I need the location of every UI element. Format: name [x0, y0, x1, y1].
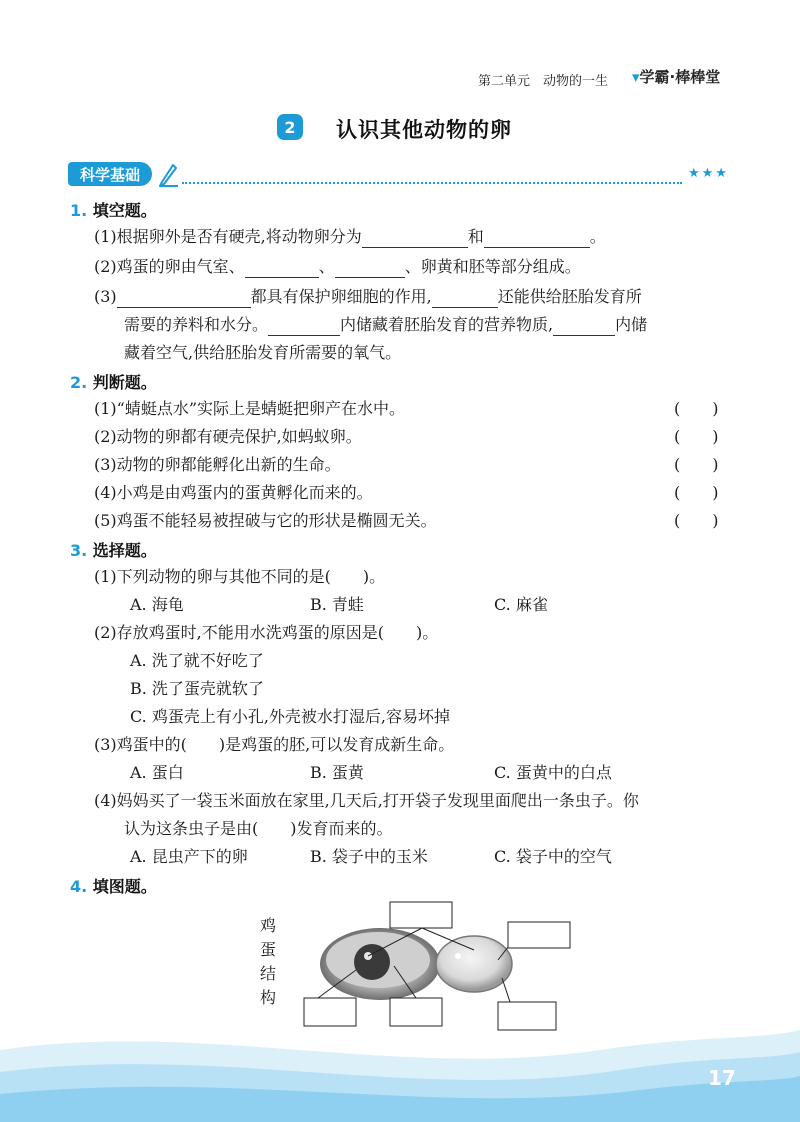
q2-item-2: (2)动物的卵都有硬壳保护,如蚂蚁卵。 [94, 427, 362, 446]
answer-blank[interactable] [268, 317, 340, 336]
q2-item-4: (4)小鸡是由鸡蛋内的蛋黄孵化而来的。 [94, 483, 373, 502]
text: 内储藏着胚胎发育的营养物质, [340, 315, 554, 334]
answer-blank[interactable] [245, 259, 319, 278]
text: 、 [318, 257, 335, 276]
answer-paren[interactable]: ( ) [674, 455, 719, 474]
q3-1-stem: (1)下列动物的卵与其他不同的是( )。 [94, 567, 386, 586]
air-cell [455, 953, 461, 959]
section-banner: 科学基础 [68, 162, 152, 186]
text: (1)根据卵外是否有硬壳,将动物卵分为 [94, 227, 362, 246]
question-4-heading [70, 874, 157, 897]
question-title: 填图题。 [92, 877, 157, 896]
q3-2-stem: (2)存放鸡蛋时,不能用水洗鸡蛋的原因是( )。 [94, 623, 439, 642]
unit-label: 第二单元 动物的一生 [478, 74, 609, 89]
text: 。 [589, 227, 606, 246]
answer-blank[interactable] [553, 317, 615, 336]
egg-yolk [354, 944, 390, 980]
text: 和 [467, 227, 484, 246]
question-3-heading [70, 538, 157, 561]
answer-blank[interactable] [432, 289, 498, 308]
text: 、卵黄和胚等部分组成。 [404, 257, 581, 276]
option-b[interactable]: B. 袋子中的玉米 [310, 847, 428, 866]
q1-line-5: 藏着空气,供给胚胎发育所需要的氧气。 [124, 343, 402, 362]
option-a[interactable]: A. 蛋白 [130, 763, 184, 782]
answer-blank[interactable] [362, 229, 468, 248]
egg-shell [436, 936, 512, 992]
q2-item-5: (5)鸡蛋不能轻易被捏破与它的形状是椭圆无关。 [94, 511, 437, 530]
option-a[interactable]: A. 海龟 [130, 595, 184, 614]
footer-wave [0, 1010, 800, 1122]
option-a[interactable]: A. 昆虫产下的卵 [130, 847, 248, 866]
label-char: 鸡 [259, 916, 276, 935]
text: 还能供给胚胎发育所 [497, 287, 642, 306]
page-title: 认识其他动物的卵 [336, 118, 512, 142]
brand-logo [632, 66, 720, 87]
question-2-heading [70, 370, 157, 393]
answer-paren[interactable]: ( ) [674, 483, 719, 502]
pencil-icon [156, 160, 180, 188]
page-number: 17 [708, 1066, 736, 1090]
option-b[interactable]: B. 洗了蛋壳就软了 [130, 679, 264, 698]
label-char: 蛋 [259, 940, 276, 959]
graduation-cap-icon: ▾ [632, 68, 640, 86]
q1-line-3 [94, 286, 642, 308]
text: (2)鸡蛋的卵由气室、 [94, 257, 245, 276]
option-b[interactable]: B. 青蛙 [310, 595, 364, 614]
q3-3-stem: (3)鸡蛋中的( )是鸡蛋的胚,可以发育成新生命。 [94, 735, 455, 754]
question-number: 4. [70, 877, 88, 896]
lesson-number-badge: 2 [277, 114, 303, 140]
q3-4-stem-1: (4)妈妈买了一袋玉米面放在家里,几天后,打开袋子发现里面爬出一条虫子。你 [94, 791, 639, 810]
q2-item-1: (1)“蜻蜓点水”实际上是蜻蜓把卵产在水中。 [94, 399, 406, 418]
answer-paren[interactable]: ( ) [674, 511, 719, 530]
answer-box[interactable] [390, 902, 452, 928]
option-c[interactable]: C. 鸡蛋壳上有小孔,外壳被水打湿后,容易坏掉 [130, 707, 451, 726]
option-a[interactable]: A. 洗了就不好吃了 [130, 651, 264, 670]
q1-line-4 [124, 314, 647, 336]
question-number: 2. [70, 373, 88, 392]
q1-line-1 [94, 226, 606, 248]
difficulty-stars: ★★★ [688, 166, 729, 181]
question-title: 判断题。 [92, 373, 157, 392]
answer-blank[interactable] [484, 229, 590, 248]
section-divider [182, 182, 682, 184]
brand-text: 学霸·棒棒堂 [639, 68, 721, 86]
q3-4-stem-2: 认为这条虫子是由( )发育而来的。 [124, 819, 393, 838]
label-char: 构 [259, 988, 276, 1007]
diagram-vertical-label [258, 914, 278, 1010]
option-c[interactable]: C. 蛋黄中的白点 [494, 763, 612, 782]
question-number: 3. [70, 541, 88, 560]
option-c[interactable]: C. 麻雀 [494, 595, 548, 614]
question-number: 1. [70, 201, 88, 220]
option-b[interactable]: B. 蛋黄 [310, 763, 364, 782]
label-char: 结 [259, 964, 276, 983]
q1-line-2 [94, 256, 581, 278]
answer-paren[interactable]: ( ) [674, 399, 719, 418]
answer-box[interactable] [508, 922, 570, 948]
question-1-heading [70, 198, 157, 221]
answer-blank[interactable] [117, 289, 251, 308]
option-c[interactable]: C. 袋子中的空气 [494, 847, 612, 866]
text: (3) [94, 287, 117, 306]
text: 需要的养料和水分。 [124, 315, 269, 334]
text: 都具有保护卵细胞的作用, [250, 287, 432, 306]
text: 内储 [615, 315, 648, 334]
answer-blank[interactable] [335, 259, 405, 278]
question-title: 选择题。 [92, 541, 157, 560]
question-title: 填空题。 [92, 201, 157, 220]
answer-paren[interactable]: ( ) [674, 427, 719, 446]
q2-item-3: (3)动物的卵都能孵化出新的生命。 [94, 455, 341, 474]
